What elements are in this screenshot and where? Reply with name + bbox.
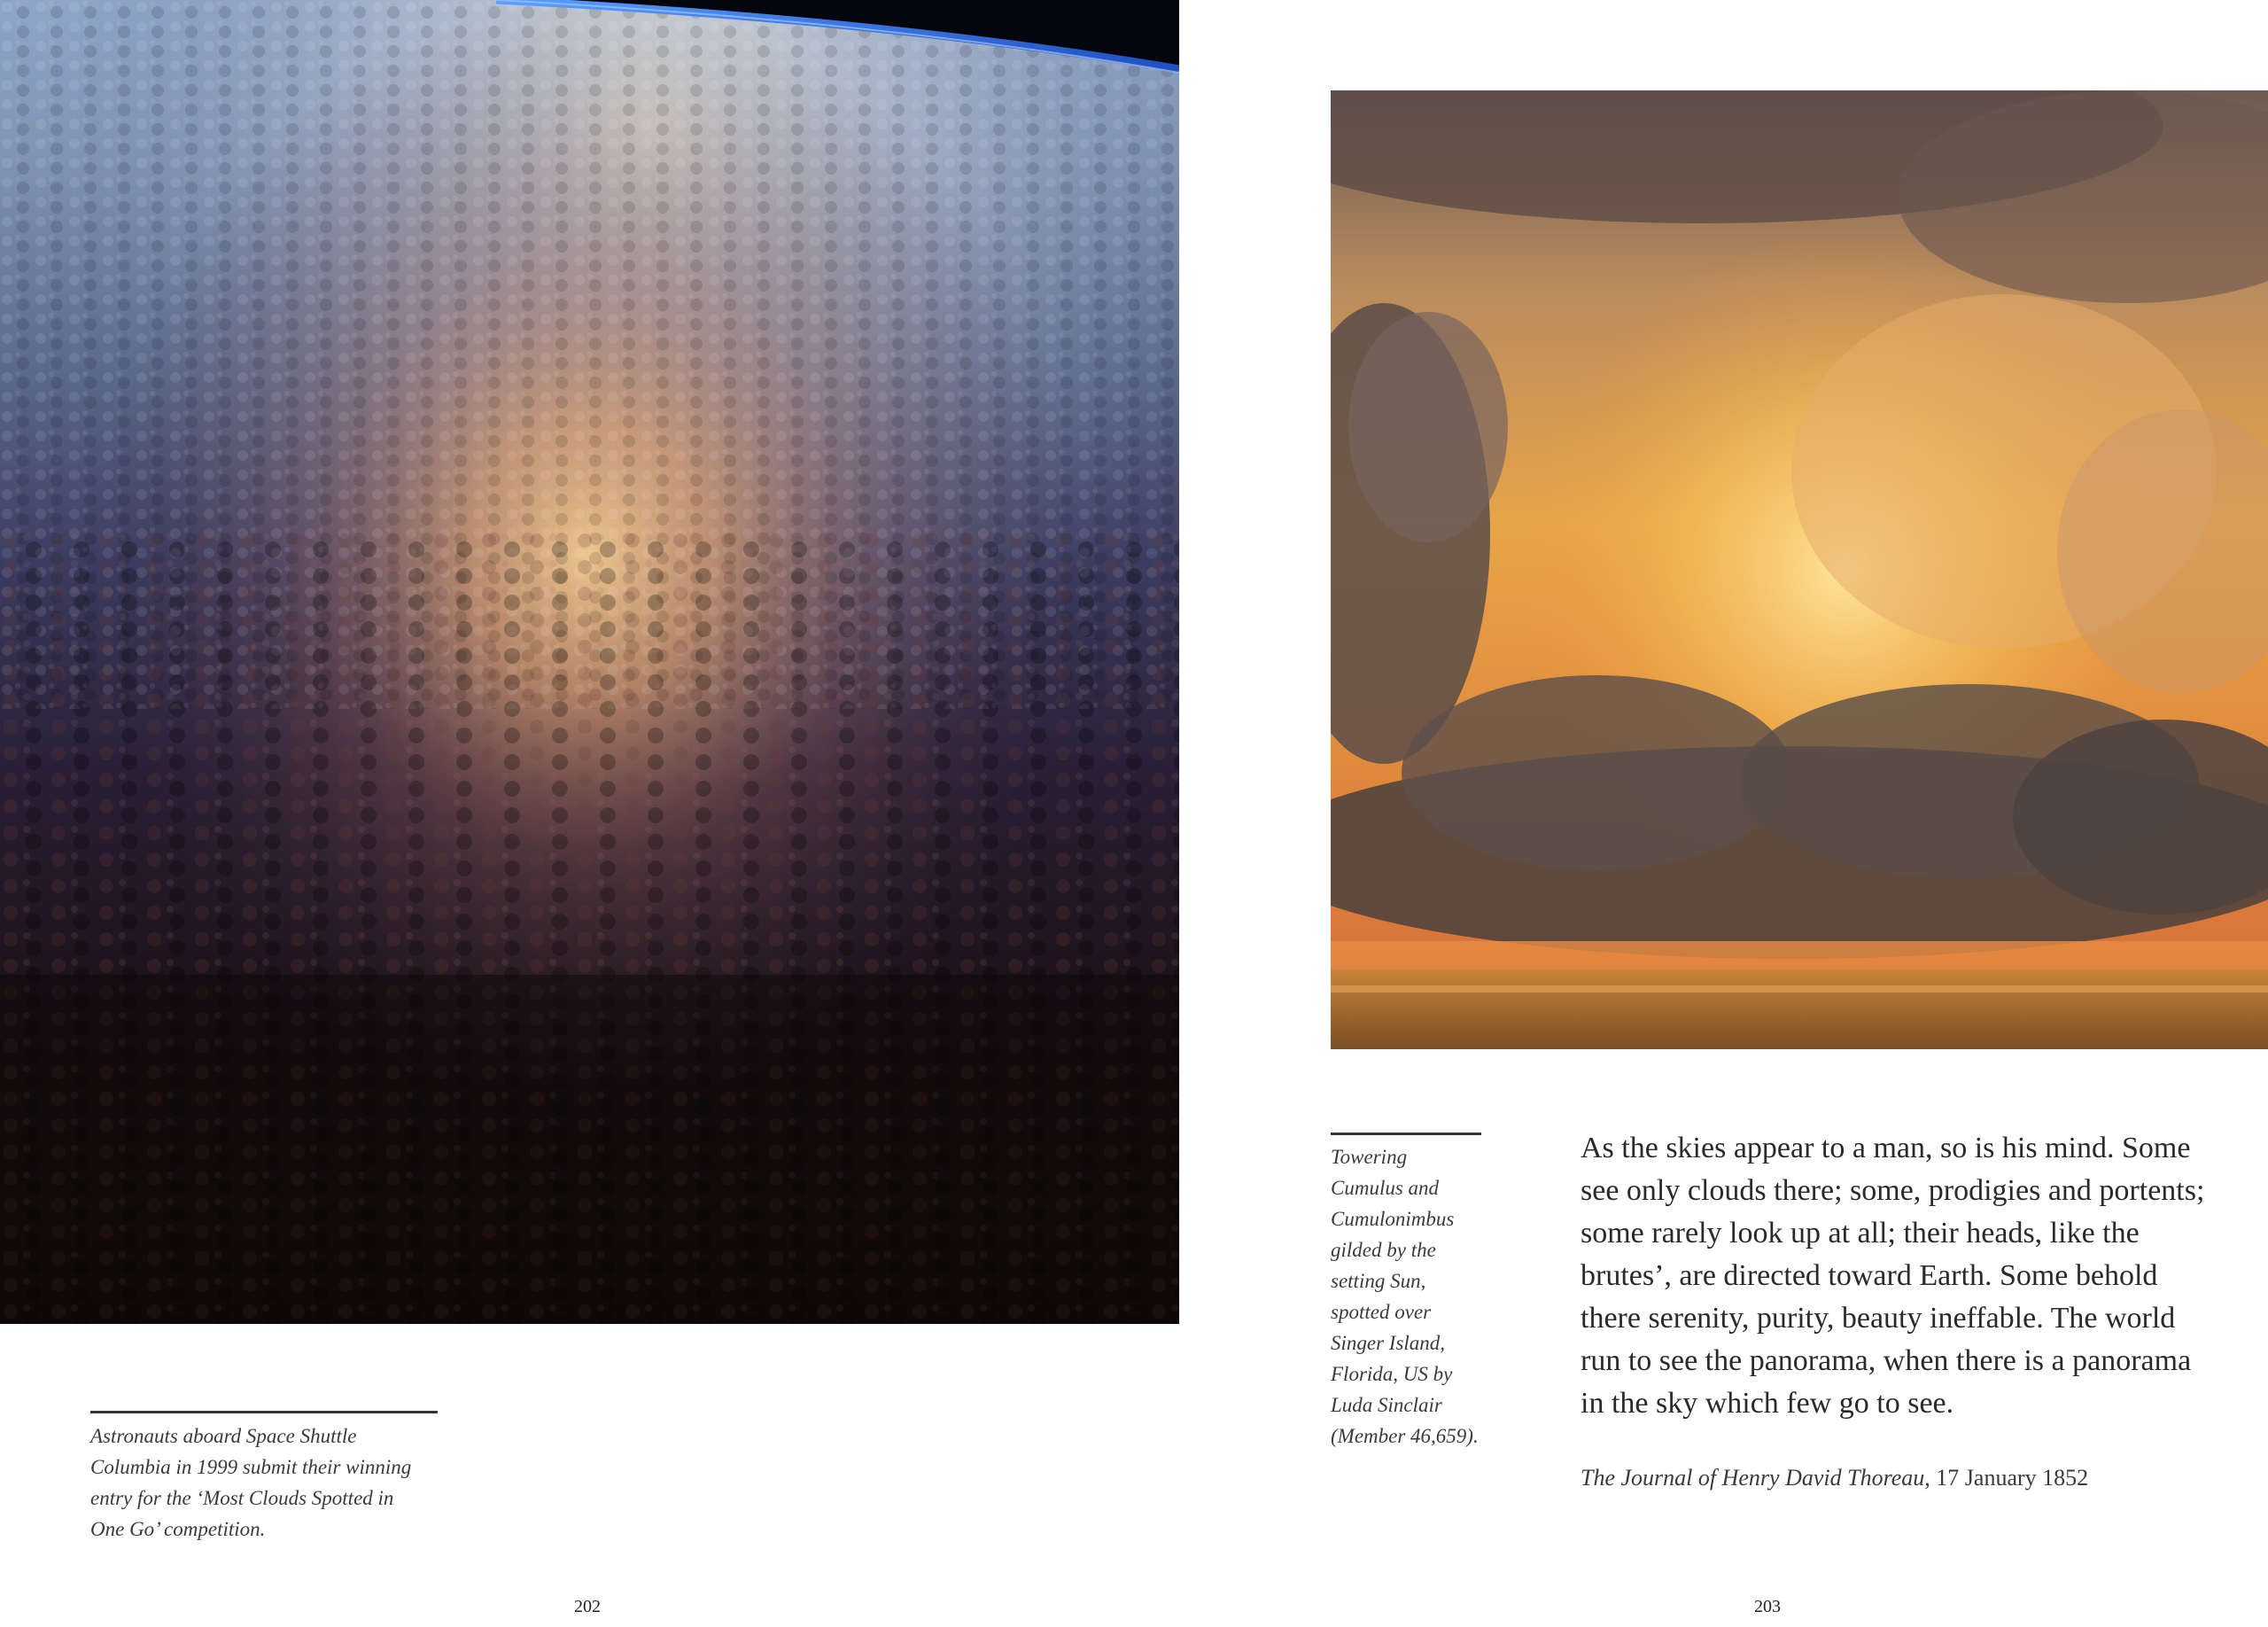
caption-rule-left <box>90 1411 438 1413</box>
quote-line: there serenity, purity, beauty ineffable. The world <box>1581 1302 2176 1335</box>
caption-right-line: gilded by the <box>1331 1239 1436 1261</box>
caption-right <box>1331 1141 1488 1452</box>
thoreau-quote <box>1581 1127 2218 1425</box>
quote-line: some rarely look up at all; their heads, like the <box>1581 1217 2140 1249</box>
sunset-clouds-photo <box>1331 90 2268 1049</box>
quote-attribution <box>1581 1462 2218 1494</box>
caption-right-line: Singer Island, <box>1331 1332 1446 1354</box>
quote-line: in the sky which few go to see. <box>1581 1387 1954 1420</box>
caption-right-line: Towering <box>1331 1146 1408 1168</box>
quote-line: run to see the panorama, when there is a panorama <box>1581 1344 2192 1377</box>
quote-line: As the skies appear to a man, so is his mind. Some <box>1581 1132 2191 1164</box>
page-number-left: 202 <box>574 1597 601 1616</box>
caption-left <box>90 1421 445 1545</box>
caption-rule-right <box>1331 1133 1481 1135</box>
caption-right-line: setting Sun, <box>1331 1270 1426 1292</box>
quote-line: see only clouds there; some, prodigies and portents; <box>1581 1174 2205 1207</box>
earth-orbit-photo <box>0 0 1179 1324</box>
caption-right-line: Luda Sinclair <box>1331 1394 1442 1416</box>
quote-line: brutes’, are directed toward Earth. Some behold <box>1581 1259 2158 1292</box>
caption-left-line: One Go’ competition. <box>90 1518 266 1540</box>
caption-left-line: entry for the ‘Most Clouds Spotted in <box>90 1487 394 1509</box>
attribution-work-title: The Journal of Henry David Thoreau <box>1581 1465 1925 1491</box>
caption-right-line: spotted over <box>1331 1301 1432 1323</box>
caption-right-line: Cumulus and <box>1331 1177 1440 1199</box>
page-number-right: 203 <box>1754 1597 1781 1616</box>
caption-right-line: Florida, US by <box>1331 1363 1453 1385</box>
caption-left-line: Astronauts aboard Space Shuttle <box>90 1425 357 1447</box>
caption-right-line: (Member 46,659). <box>1331 1425 1479 1447</box>
caption-left-line: Columbia in 1999 submit their winning <box>90 1456 412 1478</box>
attribution-date: , 17 January 1852 <box>1924 1465 2089 1491</box>
caption-right-line: Cumulonimbus <box>1331 1208 1455 1230</box>
